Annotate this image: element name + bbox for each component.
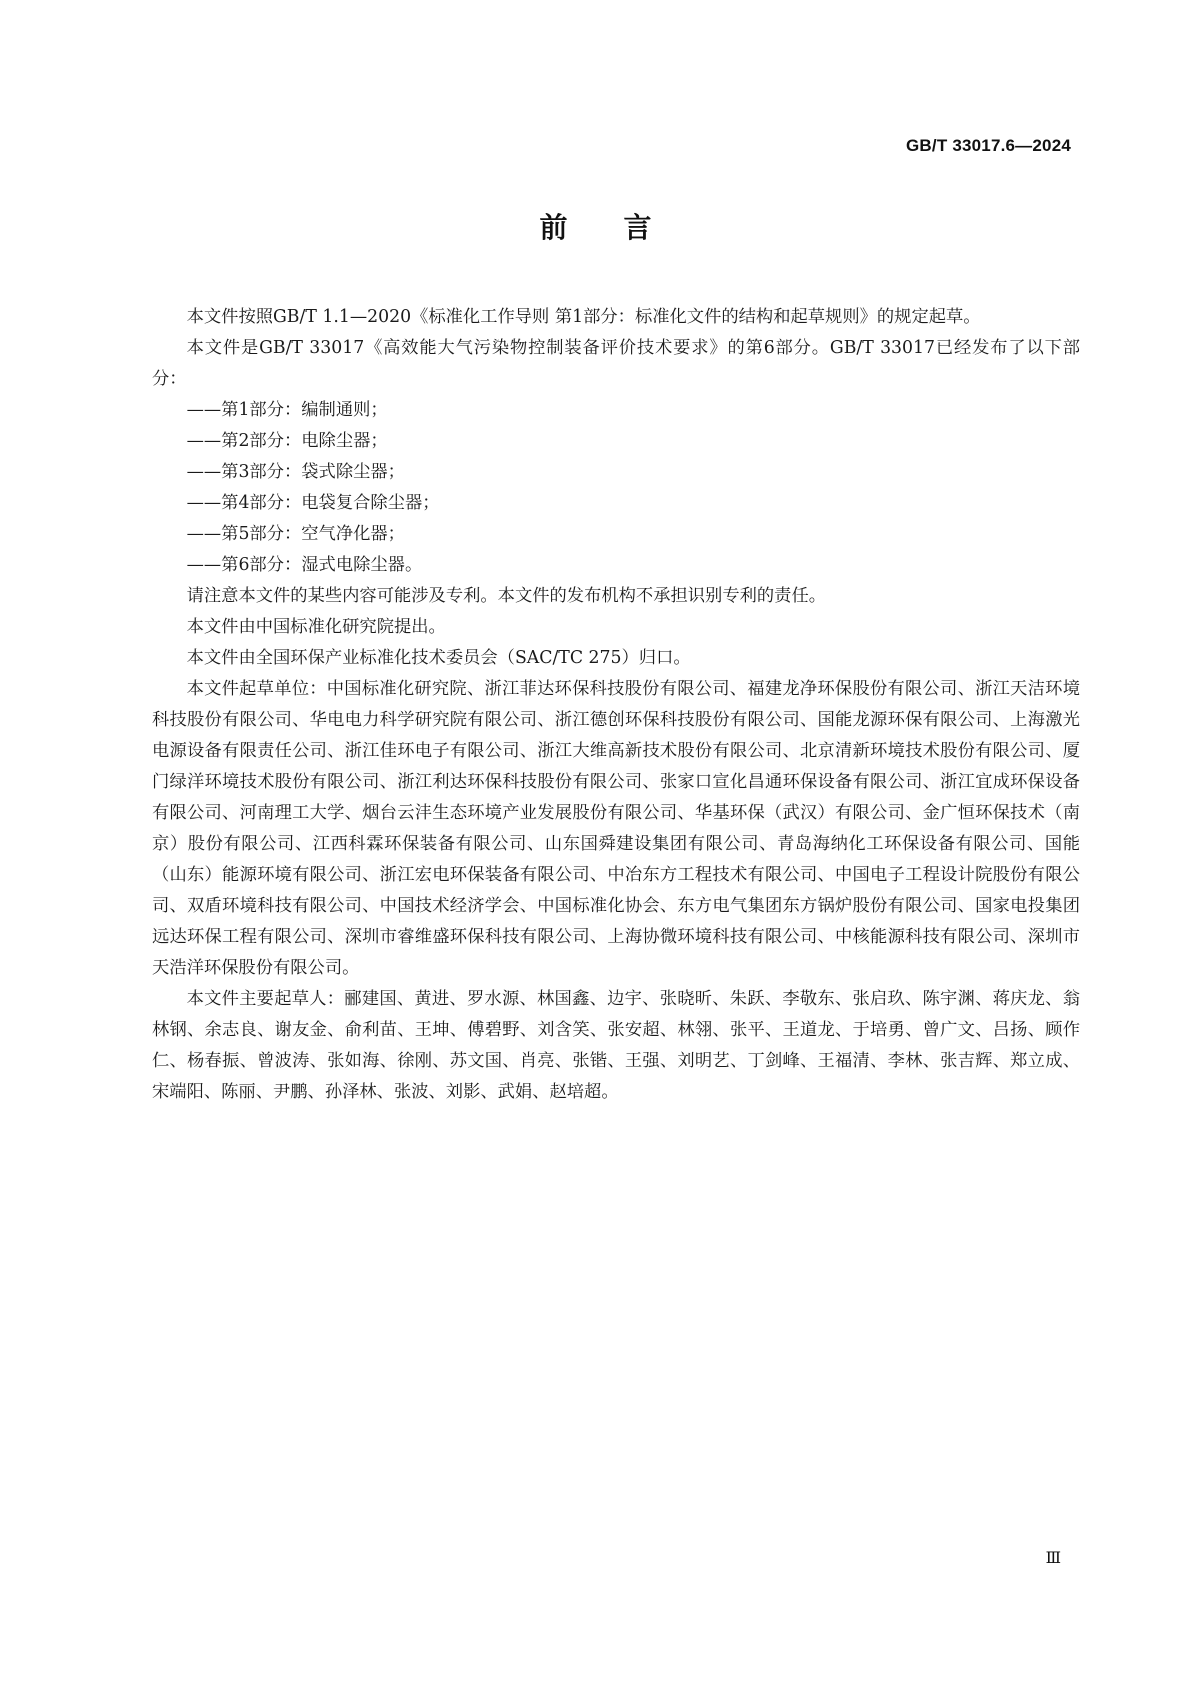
standard-code: GB/T 33017.6—2024 — [906, 136, 1071, 155]
page-number: Ⅲ — [1045, 1548, 1061, 1567]
paragraph-committee: 本文件由全国环保产业标准化技术委员会（SAC/TC 275）归口。 — [186, 648, 691, 668]
list-item: ——第5部分：空气净化器； — [186, 524, 405, 544]
paragraph-patent-notice: 请注意本文件的某些内容可能涉及专利。本文件的发布机构不承担识别专利的责任。 — [186, 586, 827, 606]
parts-list — [152, 395, 1080, 581]
list-item: ——第4部分：电袋复合除尘器； — [186, 493, 440, 513]
paragraph-drafting-rules: 本文件按照GB/T 1.1—2020《标准化工作导则 第1部分：标准化文件的结构和起草规则》的规定起草。 — [186, 307, 981, 327]
paragraph-drafting-units: 本文件起草单位：中国标准化研究院、浙江菲达环保科技股份有限公司、福建龙净环保股份有限公司、浙江天洁环境科技股份有限公司、华电电力科学研究院有限公司、浙江德创环保科技股份有限公司、国能龙源环保有限公司、上海激光电源设备有限责任公司、浙江佳环电子有限公司、浙江大维高新技术股份有限公司、北京清新环境技术股份有限公司、厦门绿洋环境技术股份有限公司、浙江利达环保科技股份有限公司、张家口宣化昌通环保设备有限公司、浙江宜成环保设备有限公司、河南理工大学、烟台云沣生态环境产业发展股份有限公司、华基环保（武汉）有限公司、金广恒环保技术（南京）股份有限公司、江西科霖环保装备有限公司、山东国舜建设集团有限公司、青岛海纳化工环保设备有限公司、国能（山东）能源环境有限公司、浙江宏电环保装备有限公司、中冶东方工程技术有限公司、中国电子工程设计院股份有限公司、双盾环境科技有限公司、中国技术经济学会、中国标准化协会、东方电气集团东方锅炉股份有限公司、国家电投集团远达环保工程有限公司、深圳市睿维盛环保科技有限公司、上海协微环境科技有限公司、中核能源科技有限公司、深圳市天浩洋环保股份有限公司。 — [152, 679, 1080, 978]
paragraph-proposer: 本文件由中国标准化研究院提出。 — [186, 617, 446, 637]
list-item: ——第6部分：湿式电除尘器。 — [186, 555, 423, 575]
list-item: ——第1部分：编制通则； — [186, 400, 388, 420]
title-char-1: 前 — [539, 211, 568, 244]
page-title — [0, 206, 1191, 246]
list-item: ——第3部分：袋式除尘器； — [186, 462, 405, 482]
paragraph-series-intro: 本文件是GB/T 33017《高效能大气污染物控制装备评价技术要求》的第6部分。GB/T 33017已经发布了以下部分： — [152, 338, 1080, 389]
paragraph-drafters: 本文件主要起草人：郦建国、黄进、罗水源、林国鑫、边宇、张晓昕、朱跃、李敬东、张启玖、陈宇渊、蒋庆龙、翁林钢、余志良、谢友金、俞利苗、王坤、傅碧野、刘含笑、张安超、林翎、张平、王道龙、于培勇、曾广文、吕扬、顾作仁、杨春振、曾波涛、张如海、徐刚、苏文国、肖亮、张锴、王强、刘明艺、丁剑峰、王福清、李林、张吉辉、郑立成、宋端阳、陈丽、尹鹏、孙泽林、张波、刘影、武娟、赵培超。 — [152, 989, 1080, 1102]
preface-body — [152, 302, 1080, 1108]
title-char-2: 言 — [623, 211, 652, 244]
list-item: ——第2部分：电除尘器； — [186, 431, 388, 451]
